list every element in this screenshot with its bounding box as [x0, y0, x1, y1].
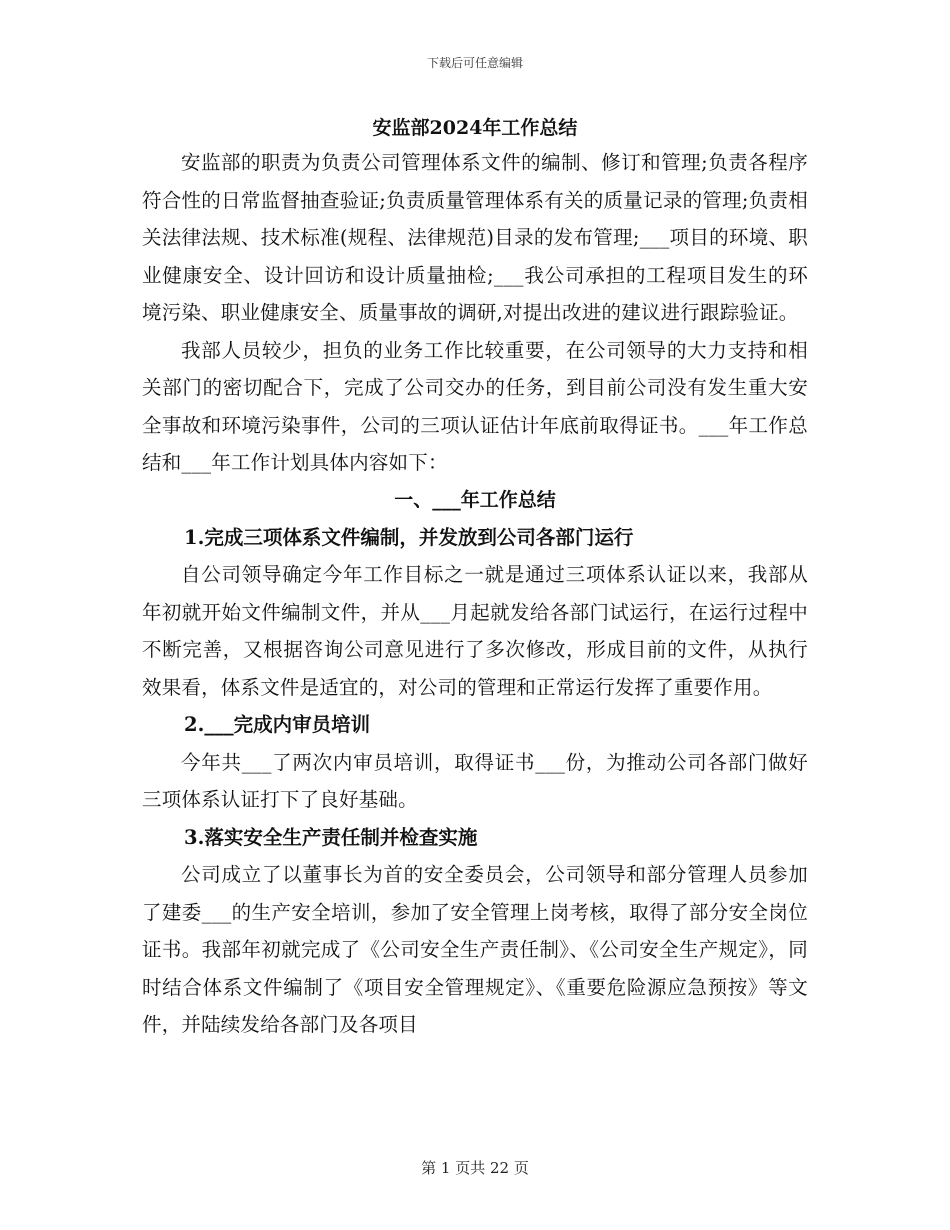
item-2-heading: 2.___完成内审员培训	[184, 713, 371, 736]
document-title: 安监部2024年工作总结	[372, 117, 578, 139]
item-1-body: 自公司领导确定今年工作目标之一就是通过三项体系认证以来，我部从年初就开始文件编制文件，并从___月起就发给各部门试运行，在运行过程中不断完善，又根据咨询公司意见进行了多次修改，形成目前的文件，从执行效果看，体系文件是适宜的，对公司的管理和正常运行发挥了重要作用。	[142, 563, 808, 699]
item-3-body: 公司成立了以董事长为首的安全委员会，公司领导和部分管理人员参加了建委___的生产安全培训，参加了安全管理上岗考核，取得了部分安全岗位证书。我部年初就完成了《公司安全生产责任制》、《公司安全生产规定》，同时结合体系文件编制了《项目安全管理规定》、《重要危险源应急预按》等文件，并陆续发给各部门及各项目	[142, 863, 808, 1036]
page-footer: 第 1 页共 22 页	[421, 1159, 529, 1177]
item-2-body: 今年共___了两次内审员培训，取得证书___份，为推动公司各部门做好三项体系认证打下了良好基础。	[142, 750, 808, 811]
section-heading: 一、___年工作总结	[394, 488, 556, 511]
page-header: 下载后可任意编辑	[426, 56, 523, 70]
intro-paragraph-2: 我部人员较少，担负的业务工作比较重要，在公司领导的大力支持和相关部门的密切配合下，完成了公司交办的任务，到目前公司没有发生重大安全事故和环境污染事件，公司的三项认证估计年底前取得证书。___年工作总结和___年工作计划具体内容如下：	[142, 338, 808, 474]
intro-paragraph-1: 安监部的职责为负责公司管理体系文件的编制、修订和管理;负责各程序符合性的日常监督抽查验证;负责质量管理体系有关的质量记录的管理;负责相关法律法规、技术标准(规程、法律规范)目录的发布管理;___项目的环境、职业健康安全、设计回访和设计质量抽检;___我公司承担的工程项目发生的环境污染、职业健康安全、质量事故的调研,对提出改进的建议进行跟踪验证。	[142, 151, 808, 324]
item-3-heading: 3.落实安全生产责任制并检查实施	[184, 825, 478, 849]
item-1-heading: 1.完成三项体系文件编制，并发放到公司各部门运行	[184, 525, 634, 549]
document-body	[142, 112, 808, 1044]
